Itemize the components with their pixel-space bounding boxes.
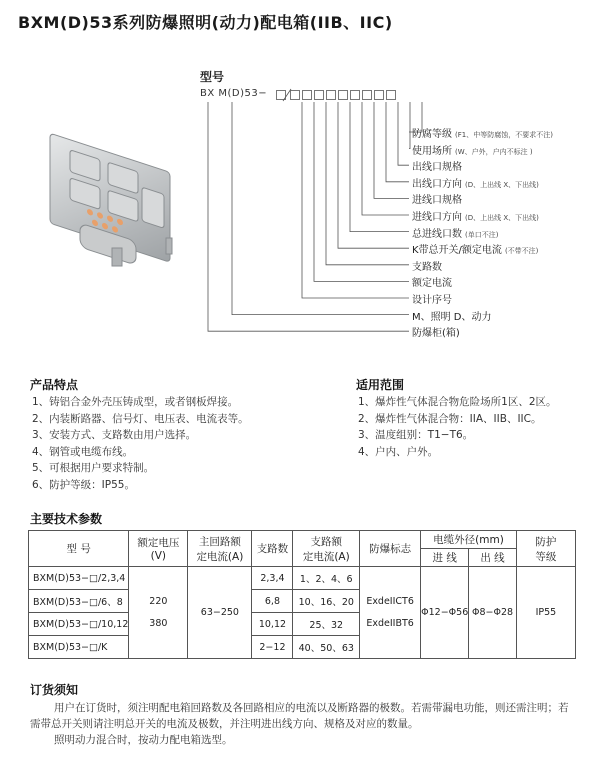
scope-heading: 适用范围 xyxy=(356,378,405,392)
list-item: 6、防护等级：IP55。 xyxy=(32,478,135,491)
header-main-current: 主回路额 定电流(A) xyxy=(188,531,252,567)
cable-in-cell: Φ12−Φ56 xyxy=(421,567,469,659)
specs-table xyxy=(28,530,576,659)
table-row: BXM(D)53−□/K 2−12 40、50、63 xyxy=(29,636,576,659)
order-notes xyxy=(30,700,578,748)
model-annotation: 使用场所 (W、户外，户内不标注 ) xyxy=(412,145,533,157)
list-item: 4、户内、户外。 xyxy=(358,445,439,458)
list-item: 2、内装断路器、信号灯、电压表、电流表等。 xyxy=(32,412,249,425)
table-row: BXM(D)53−□/2,3,4 220 380 63−250 2,3,4 1、2、4、6 ExdeIICT6 ExdeIIBT6 Φ12−Φ56 Φ8−Φ28 IP55 xyxy=(29,567,576,590)
order-paragraph: 照明动力混合时，按动力配电箱选型。 xyxy=(54,734,233,746)
model-annotation: 支路数 xyxy=(412,261,442,273)
header-model: 型 号 xyxy=(29,531,129,567)
model-annotation: 额定电流 xyxy=(412,278,452,290)
page-title: BXM(D)53系列防爆照明(动力)配电箱(IIB、IIC) xyxy=(18,13,393,32)
order-paragraph: 用户在订货时，须注明配电箱回路数及各回路相应的电流以及断路器的极数。若需带漏电功能，则还需注明；若需带总开关则请注明总开关的电流及极数，并注明进出线方向、规格及对应的数量。 xyxy=(30,702,569,730)
model-heading: 型号 xyxy=(200,70,225,84)
scope-list xyxy=(358,394,557,460)
cable-out-cell: Φ8−Φ28 xyxy=(469,567,517,659)
model-annotation: 出线口方向 (D、上出线 X、下出线) xyxy=(412,178,539,190)
model-annotation: 防腐等级 (F1、中等防腐蚀，不要求不注) xyxy=(412,129,553,140)
header-voltage: 额定电压 (V) xyxy=(129,531,188,567)
header-cable-out: 出 线 xyxy=(469,549,517,567)
header-branch-current: 支路额 定电流(A) xyxy=(293,531,360,567)
specs-heading: 主要技术参数 xyxy=(30,512,103,526)
list-item: 5、可根据用户要求特制。 xyxy=(32,462,155,474)
header-cable: 电缆外径(mm) xyxy=(421,531,517,549)
header-branches: 支路数 xyxy=(252,531,293,567)
list-item: 1、铸铝合金外壳压铸成型，或者钢板焊接。 xyxy=(32,396,239,408)
model-annotation: 出线口规格 xyxy=(412,162,462,174)
model-annotation: 进线口方向 (D、上出线 X、下出线) xyxy=(412,212,539,223)
voltage-cell: 220 380 xyxy=(129,567,188,659)
table-row: BXM(D)53−□/10,12 10,12 25、32 xyxy=(29,613,576,636)
features-heading: 产品特点 xyxy=(30,378,79,392)
table-row: BXM(D)53−□/6、8 6,8 10、16、20 xyxy=(29,590,576,613)
list-item: 3、温度组别：T1−T6。 xyxy=(358,429,474,441)
model-annotation: 防爆柜(箱) xyxy=(412,328,460,340)
model-annotation: 总进线口数 (单口不注) xyxy=(412,228,499,240)
model-annotation: 进线口规格 xyxy=(412,195,462,207)
model-annotation: K带总开关/额定电流 (不带不注) xyxy=(412,245,539,257)
header-ip: 防护 等级 xyxy=(516,531,575,567)
list-item: 1、爆炸性气体混合物危险场所1区、2区。 xyxy=(358,396,557,408)
header-ex-mark: 防爆标志 xyxy=(360,531,421,567)
order-heading: 订货须知 xyxy=(30,683,79,697)
model-annotation: M、照明 D、动力 xyxy=(412,311,492,323)
distribution-box-image xyxy=(40,120,190,270)
list-item: 3、安装方式、支路数由用户选择。 xyxy=(32,429,197,441)
model-annotation: 设计序号 xyxy=(412,295,452,306)
ip-cell: IP55 xyxy=(516,567,575,659)
list-item: 4、钢管或电缆布线。 xyxy=(32,445,134,458)
ex-mark-cell: ExdeIICT6 ExdeIIBT6 xyxy=(360,567,421,659)
model-code: BX M(D)53− xyxy=(200,88,268,99)
header-cable-in: 进 线 xyxy=(421,549,469,567)
features-list xyxy=(32,394,249,493)
list-item: 2、爆炸性气体混合物：IIA、IIB、IIC。 xyxy=(358,412,542,425)
main-current-cell: 63−250 xyxy=(188,567,252,659)
